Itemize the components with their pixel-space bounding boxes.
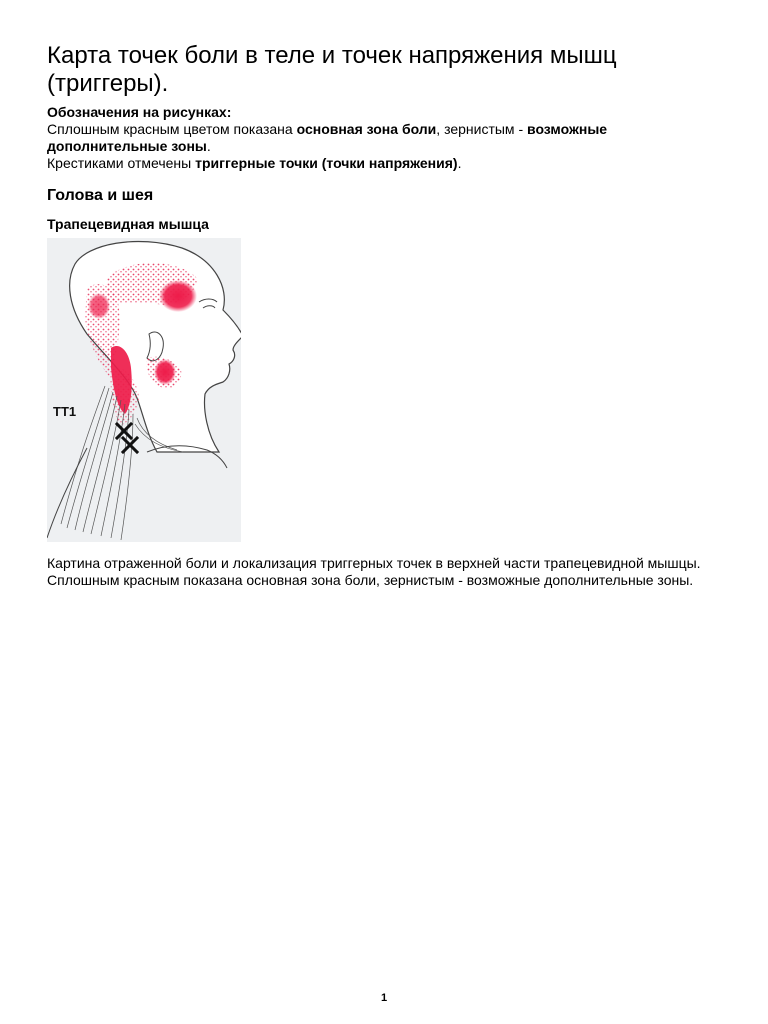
legend-text: Сплошным красным цветом показана (47, 121, 297, 137)
legend-heading (47, 104, 727, 121)
document-title: Карта точек боли в теле и точек напряжения мышц (триггеры). (47, 42, 617, 97)
legend-main-zone-term: основная зона боли (296, 121, 437, 137)
document-page (47, 42, 727, 588)
pain-zone-main-temple (159, 280, 197, 312)
trapezius-pain-figure (47, 238, 241, 542)
legend-text: , зернистым - (436, 121, 528, 137)
trigger-label: TT1 (53, 404, 77, 419)
page-number: 1 (380, 992, 388, 1004)
shoulder-outline (47, 446, 227, 538)
pain-zone-main-jaw (154, 359, 176, 385)
figure-caption (47, 555, 727, 589)
legend-text: Крестиками отмечены (47, 155, 196, 171)
pain-zone-main-occiput (88, 293, 110, 319)
caption-line-2: Сплошным красным показана основная зона боли, зернистым - возможные дополнительные зоны. (47, 572, 694, 588)
legend-text: . (206, 138, 211, 154)
legend-trigger-term: триггерные точки (точки напряжения) (195, 155, 458, 171)
legend-text: . (457, 155, 462, 171)
subsection-heading: Трапецевидная мышца (47, 216, 209, 232)
legend-heading-text: Обозначения на рисунках: (47, 104, 232, 120)
section-heading: Голова и шея (47, 187, 154, 204)
legend-additional-zone-term: возможные дополнительные зоны (47, 121, 608, 154)
head-neck-illustration (47, 238, 241, 542)
legend-line-main-zone (47, 121, 727, 155)
legend-line-trigger (47, 155, 727, 172)
caption-line-1: Картина отраженной боли и локализация триггерных точек в верхней части трапецевидной мышцы. (47, 555, 701, 571)
